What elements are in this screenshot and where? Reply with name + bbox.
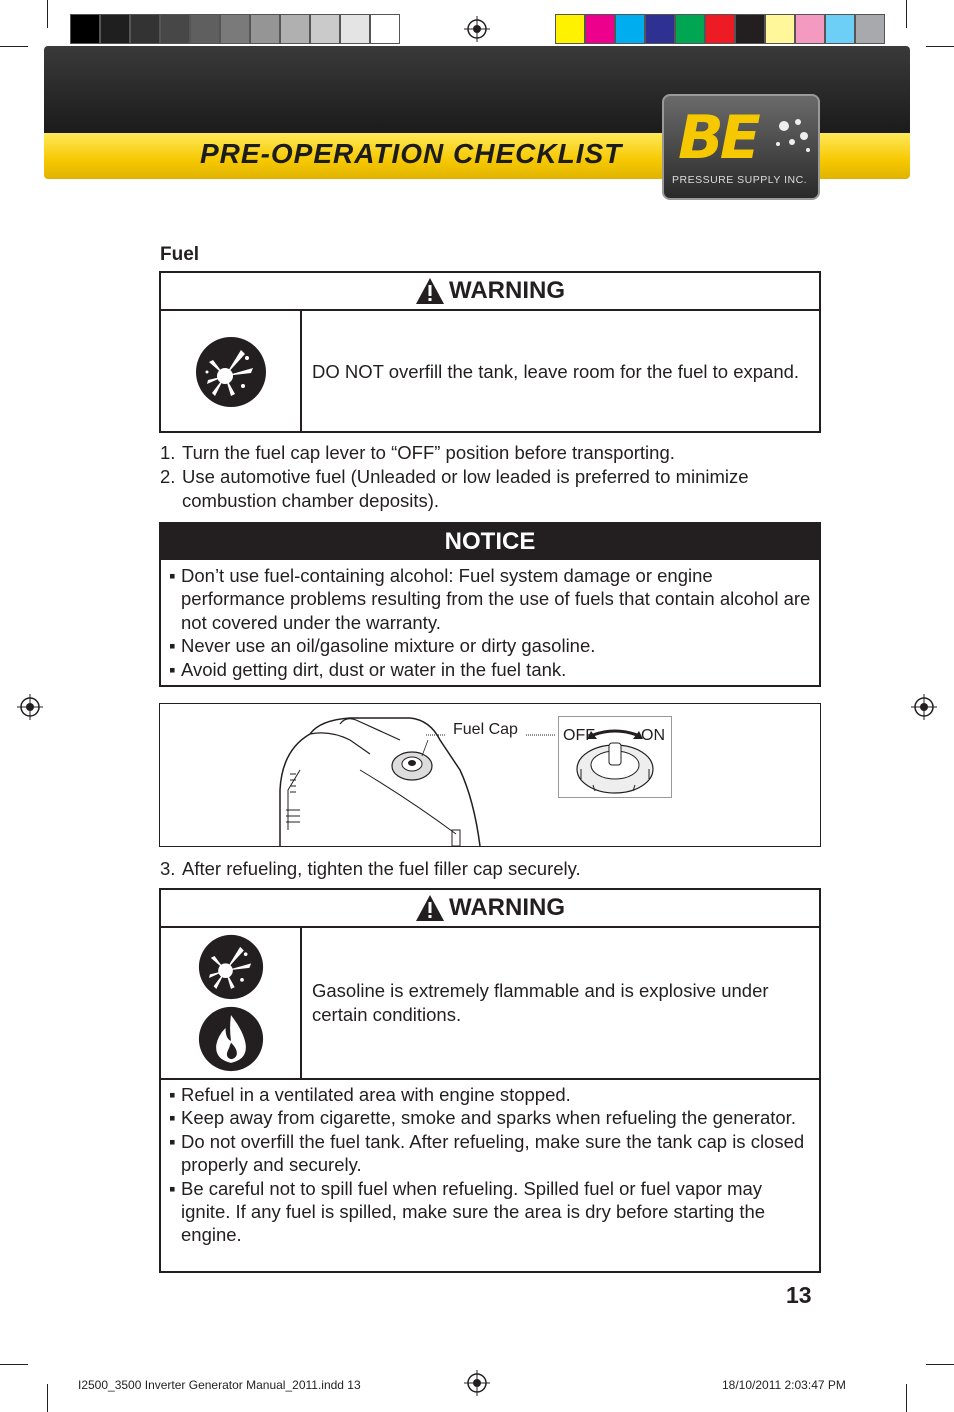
color-swatch (645, 14, 675, 44)
color-swatch (310, 14, 340, 44)
list-item: ▪ Be careful not to spill fuel when refueling. Spilled fuel or fuel vapor may ignite. If any fuel is spilled, make sure the area is dry before starting the engine. (169, 1177, 766, 1246)
color-swatch (370, 14, 400, 44)
fuel-cap-detail (558, 716, 672, 798)
list-item: ▪ Do not overfill the fuel tank. After refueling, make sure the tank cap is closed properly and securely. (169, 1130, 805, 1176)
crop-mark (0, 46, 28, 47)
notice-header (161, 524, 819, 560)
flame-icon (198, 1006, 264, 1072)
off-label: OFF (563, 727, 595, 744)
warning-text: DO NOT overfill the tank, leave room for the fuel to expand. (312, 361, 800, 382)
warning-text: Gasoline is extremely flammable and is explosive under certain conditions. (312, 980, 769, 1025)
crop-mark (926, 1364, 954, 1365)
color-swatch (280, 14, 310, 44)
color-swatch (160, 14, 190, 44)
warning-box (159, 888, 821, 1273)
color-swatch (615, 14, 645, 44)
splash-icon (764, 112, 814, 162)
crop-mark (906, 0, 907, 28)
fuel-cap-figure (159, 703, 821, 847)
warning-triangle-icon (415, 894, 445, 922)
registration-mark-icon (464, 16, 490, 42)
color-swatch (675, 14, 705, 44)
list-item: ▪ Never use an oil/gasoline mixture or dirty gasoline. (169, 635, 596, 657)
registration-mark-icon (911, 694, 937, 720)
color-swatch (735, 14, 765, 44)
page-title: PRE-OPERATION CHECKLIST (200, 138, 623, 169)
color-swatch (190, 14, 220, 44)
fuel-cap-label: Fuel Cap (453, 721, 518, 738)
color-swatch (825, 14, 855, 44)
warning-box (159, 271, 821, 433)
crop-mark (0, 1364, 28, 1365)
explosion-icon (198, 934, 264, 1000)
warning-heading: WARNING (449, 277, 565, 304)
company-logo (662, 94, 820, 200)
color-swatch (555, 14, 585, 44)
color-swatch (220, 14, 250, 44)
color-swatch (130, 14, 160, 44)
page-number: 13 (786, 1282, 812, 1308)
warning-heading: WARNING (449, 894, 565, 921)
color-swatch (340, 14, 370, 44)
list-item: ▪ Don’t use fuel-containing alcohol: Fuel system damage or engine performance problems resulting from the use of fuels that contain alcohol are not covered under the warranty. (169, 565, 811, 633)
warning-header (161, 890, 819, 928)
logo-text: BE (678, 103, 757, 173)
gray-swatch-strip (70, 14, 400, 44)
color-swatch (855, 14, 885, 44)
color-swatch (705, 14, 735, 44)
crop-mark (906, 1384, 907, 1412)
color-swatch (100, 14, 130, 44)
footer-file-name: I2500_3500 Inverter Generator Manual_2011.indd 13 (78, 1378, 361, 1392)
logo-subtext: PRESSURE SUPPLY INC. (672, 174, 808, 186)
steps-list (160, 857, 820, 881)
crop-mark (926, 46, 954, 47)
color-swatch-strip (555, 14, 885, 44)
list-item: ▪ Refuel in a ventilated area with engine stopped. (169, 1084, 571, 1105)
crop-mark (47, 1384, 48, 1412)
footer-date: 18/10/2011 2:03:47 PM (722, 1378, 846, 1392)
warning-triangle-icon (415, 277, 445, 305)
notice-box (159, 522, 821, 687)
on-label: ON (641, 727, 665, 744)
list-item: 1. Turn the fuel cap lever to “OFF” position before transporting. (160, 442, 675, 463)
list-item: ▪ Avoid getting dirt, dust or water in the fuel tank. (169, 658, 567, 680)
list-item: 2. Use automotive fuel (Unleaded or low leaded is preferred to minimize combustion chamber deposits). (160, 466, 749, 511)
color-swatch (765, 14, 795, 44)
notice-heading: NOTICE (444, 528, 536, 555)
section-title: Fuel (160, 244, 200, 265)
list-item: 3. After refueling, tighten the fuel filler cap securely. (160, 858, 581, 879)
registration-mark-icon (464, 1370, 490, 1396)
steps-list (160, 441, 820, 513)
color-swatch (795, 14, 825, 44)
color-swatch (585, 14, 615, 44)
registration-mark-icon (17, 694, 43, 720)
crop-mark (47, 0, 48, 28)
color-swatch (70, 14, 100, 44)
warning-header (161, 273, 819, 311)
warning-icon-cell (161, 928, 302, 1078)
explosion-icon (195, 336, 267, 408)
warning-icon-cell (161, 311, 302, 433)
color-swatch (250, 14, 280, 44)
list-item: ▪ Keep away from cigarette, smoke and sparks when refueling the generator. (169, 1107, 796, 1129)
